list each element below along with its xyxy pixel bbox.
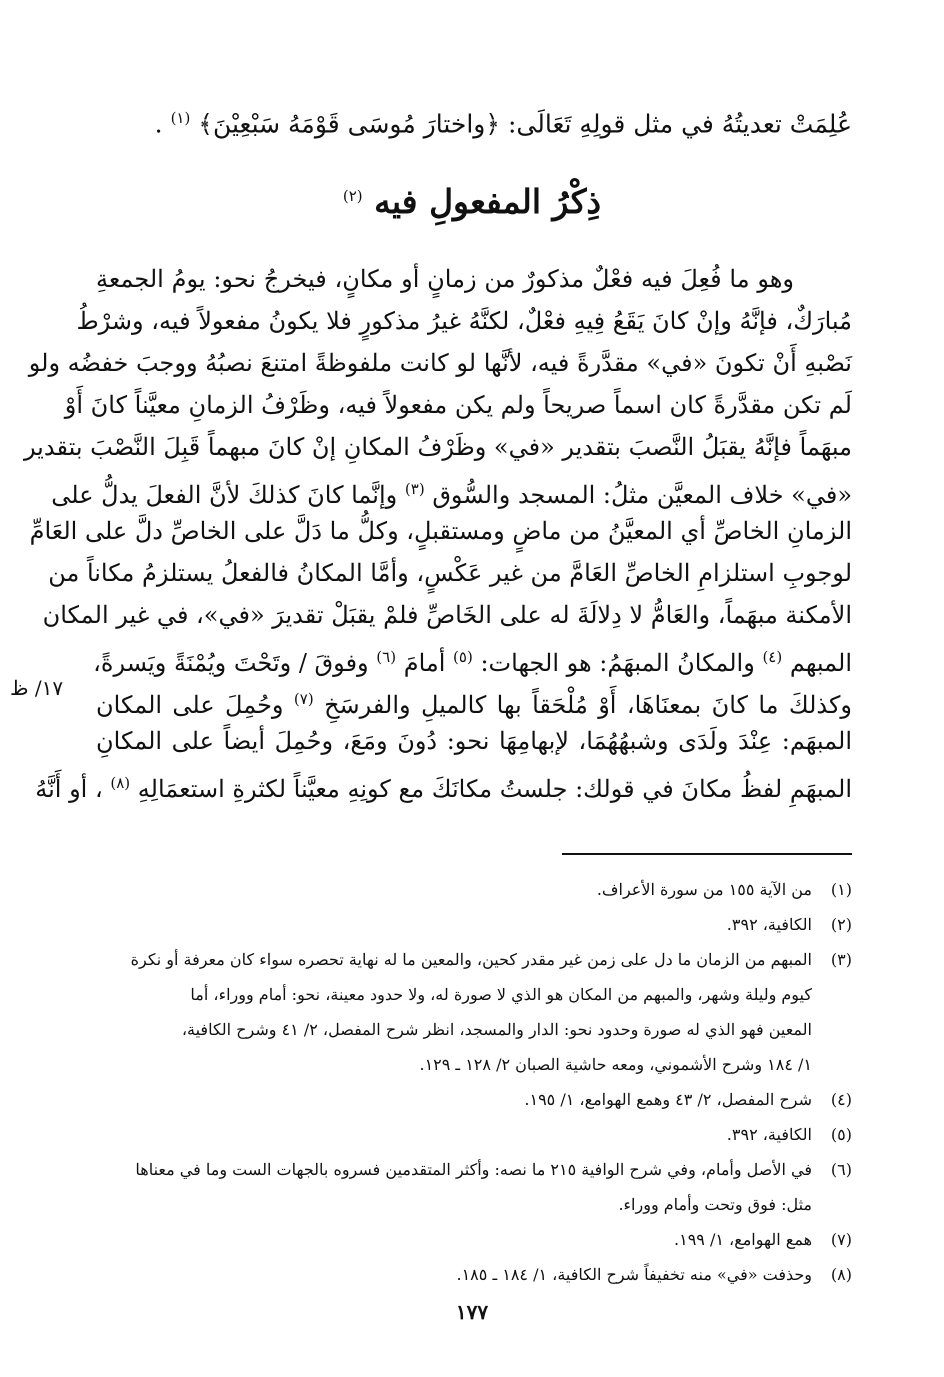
body-line: الزمانِ الخاصِّ أي المعيَّنُ من ماضٍ ومستقبلٍ، وكلُّ ما دَلَّ على الخاصِّ دلَّ على العَامِّ [29, 517, 852, 545]
body-line: نَصْبهِ أَنْ تكونَ «في» مقدَّرةً فيه، لأنَّها لو كانت ملفوظةً امتنعَ نصبُهُ ووجبَ خفضُه ولو [28, 349, 852, 377]
footnote: (٢) الكافية، ٣٩٢. [92, 907, 852, 942]
body-line: مُبارَكٌ، فإنَّهُ وإنْ كانَ يَقَعُ فِيهِ فعْلٌ، لكنَّهُ غيرُ مذكورٍ فلا يكونُ مفعولاً فيه، وشرْطُ [76, 307, 852, 335]
footnote-ref[interactable]: (٣) [404, 480, 425, 498]
body-line: وكذلكَ ما كانَ بمعنَاهَا، أَوْ مُلْحَقاً بها كالميلِ والفرسَخِ $^{(٧)}$ وحُمِلَ على المكان [96, 690, 853, 719]
body-line: المبهَمِ لفظُ مكانَ في قولك: جلستُ مكانَكَ مع كونِهِ معيَّناً لكثرةِ استعمَالِهِ $^{(٨)}$ ، أو أَنَّهُ [35, 774, 852, 803]
footnote-ref[interactable]: (٧) [293, 690, 314, 708]
body-line: لَم تكن مقدَّرةً كان اسماً صريحاً ولم يكن مفعولاً فيه، وظَرْفُ الزمانِ معيَّناً كانَ أَوْ [64, 391, 852, 419]
section-heading-text: ذِكْرُ المفعولِ فيه [374, 182, 602, 221]
body-line: لوجوبِ استلزامِ الخاصِّ العَامَّ من غير عَكْسٍ، وأمَّا المكانُ فالفعلُ يستلزمُ مكاناً من [48, 559, 852, 587]
footnote-number: (٨) [830, 1265, 852, 1284]
manuscript-folio-marker: ١٧/ ظ [10, 676, 64, 700]
footnote: (١) من الآية ١٥٥ من سورة الأعراف. [92, 872, 852, 907]
footnote-ref[interactable]: (٥) [453, 648, 473, 666]
footnote-ref[interactable]: (٦) [376, 648, 397, 666]
footnote-ref[interactable]: (٤) [762, 648, 783, 666]
footnote: (٧) همع الهوامع، ١/ ١٩٩. [92, 1222, 852, 1257]
opening-text: عُلِمَتْ تعديتُهُ في مثل قولِهِ تَعَالَى: ﴿واختارَ مُوسَى قَوْمَهُ سَبْعِيْنَ﴾ [198, 109, 852, 139]
footnote-number: (٣) [830, 950, 852, 969]
opening-line [62, 98, 852, 144]
body-line: الأمكنة مبهَماً، والعَامُّ لا دِلالَةَ له على الخَاصِّ فلمْ يقبَلْ تقديرَ «في»، في غير المكان [42, 601, 852, 629]
body-line: مبهَماً فإنَّهُ يقبَلُ النَّصبَ بتقدير «في» وظَرْفُ المكانِ إنْ كانَ مبهماً قَبِلَ النَّصْبَ بتقدير [23, 433, 852, 461]
opening-footnote-ref[interactable]: (١) [170, 109, 191, 127]
page-number: ١٧٧ [455, 1300, 489, 1324]
footnote: (٨) وحذفت «في» منه تخفيفاً شرح الكافية، ١/ ١٨٤ ـ ١٨٥. [92, 1257, 852, 1292]
footnote-number: (٤) [830, 1090, 852, 1109]
footnote: (٣) المبهم من الزمان ما دل على زمن غير مقدر كحين، والمعين ما له نهاية تحصره سواء كان معرفة أو نكرة كيوم وليلة وشهر، والمبهم من المكان هو الذي لا صورة له، ولا حدود معينة، نحو: أمام ووراء، أما المعين فهو الذي له صورة وحدود نحو: الدار والمسجد، انظر شرح المفصل، ٢/ ٤١ وشرح الكافية، ١/ ١٨٤ وشرح الأشموني، ومعه حاشية الصبان ٢/ ١٢٨ ـ ١٢٩. [92, 942, 852, 1082]
footnote-number: (٥) [830, 1125, 852, 1144]
footnote: (٥) الكافية، ٣٩٢. [92, 1117, 852, 1152]
footnote-number: (١) [830, 880, 852, 899]
footnote: (٦) في الأصل وأمام، وفي شرح الوافية ٢١٥ ما نصه: وأكثر المتقدمين فسروه بالجهات الست وما في معناها مثل: فوق وتحت وأمام ووراء. [92, 1152, 852, 1222]
footnote-divider [562, 853, 852, 855]
section-heading [0, 172, 944, 226]
footnote-number: (٢) [830, 915, 852, 934]
body-line: المبهَم: عِنْدَ ولَدَى وشبهُهُمَا، لإبهامِهَا نحو: دُونَ ومَعَ، وحُمِلَ أيضاً على المكانِ [96, 727, 852, 755]
body-line: «في» خلاف المعيَّن مثلُ: المسجد والسُّوق $^{(٣)}$ وإنَّما كانَ كذلكَ لأنَّ الفعلَ يدلُّ على [51, 480, 852, 509]
footnote-number: (٦) [830, 1160, 852, 1179]
body-line: المبهم $^{(٤)}$ والمكانُ المبهَمُ: هو الجهات: $^{(٥)}$ أمامَ $^{(٦)}$ وفوقَ / وتَحْتَ ويُمْنَةً ويَسرةً، [93, 648, 852, 677]
footnotes [92, 872, 852, 1292]
footnote: (٤) شرح المفصل، ٢/ ٤٣ وهمع الهوامع، ١/ ١٩٥. [92, 1082, 852, 1117]
footnote-ref[interactable]: (٨) [110, 774, 131, 792]
footnote-number: (٧) [830, 1230, 852, 1249]
opening-end: . [154, 109, 163, 139]
body-line: وهو ما فُعِلَ فيه فعْلٌ مذكورٌ من زمانٍ أو مكانٍ، فيخرجُ نحو: يومُ الجمعةِ [96, 265, 794, 293]
section-heading-footnote-ref[interactable]: (٢) [342, 187, 363, 205]
